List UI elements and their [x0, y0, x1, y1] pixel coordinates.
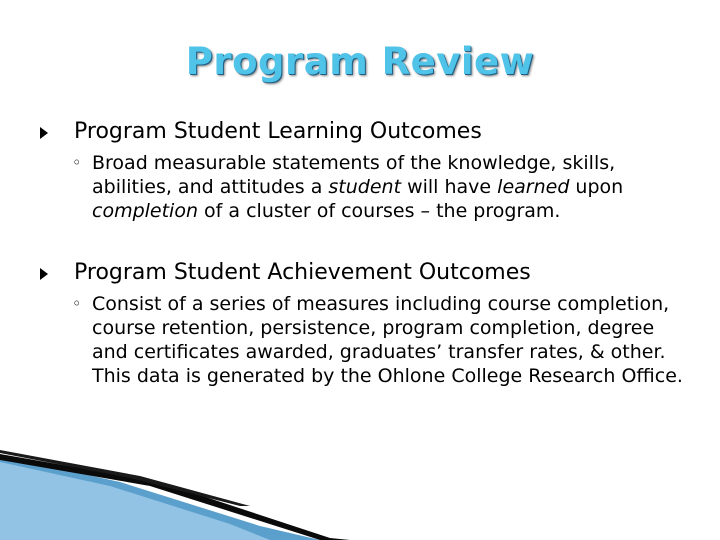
- sub-1-part: upon: [569, 176, 624, 198]
- bullet-list: [40, 116, 690, 388]
- circle-bullet-icon: ◦: [72, 153, 82, 172]
- sub-1-part-italic: learned: [497, 176, 570, 198]
- spacer: [40, 223, 690, 257]
- sub-bullet-1-text: [92, 152, 623, 222]
- triangle-bullet-icon: [40, 127, 48, 139]
- bullet-learning-outcomes: [40, 116, 690, 223]
- sub-bullet-2: [40, 292, 690, 388]
- sub-1-part-italic: student: [328, 176, 402, 198]
- sub-1-part: will have: [401, 176, 498, 198]
- triangle-bullet-icon: [40, 268, 48, 280]
- bullet-2-text: Program Student Achievement Outcomes: [74, 260, 531, 285]
- sub-1-part-italic: completion: [92, 200, 199, 222]
- bullet-2-line: [40, 257, 690, 289]
- bullet-1-text: Program Student Learning Outcomes: [74, 119, 482, 144]
- circle-bullet-icon: ◦: [72, 294, 82, 313]
- sub-bullet-1: [40, 151, 690, 223]
- bullet-1-line: [40, 116, 690, 148]
- slide-title: Program Review: [185, 40, 535, 83]
- sub-bullet-2-text: Consist of a series of measures including course completion, course retention, persistence, program completion, degree and certificates awarded, graduates’ transfer rates, & other. This data is generated by the Ohlone College Research Office.: [92, 293, 683, 387]
- decorative-swoosh: [0, 440, 720, 540]
- bullet-achievement-outcomes: [40, 257, 690, 388]
- sub-1-part: Broad measurable statements of the knowledge, skills, abilities, and attitudes a: [92, 152, 616, 198]
- sub-1-part: of a cluster of courses – the program.: [198, 200, 561, 222]
